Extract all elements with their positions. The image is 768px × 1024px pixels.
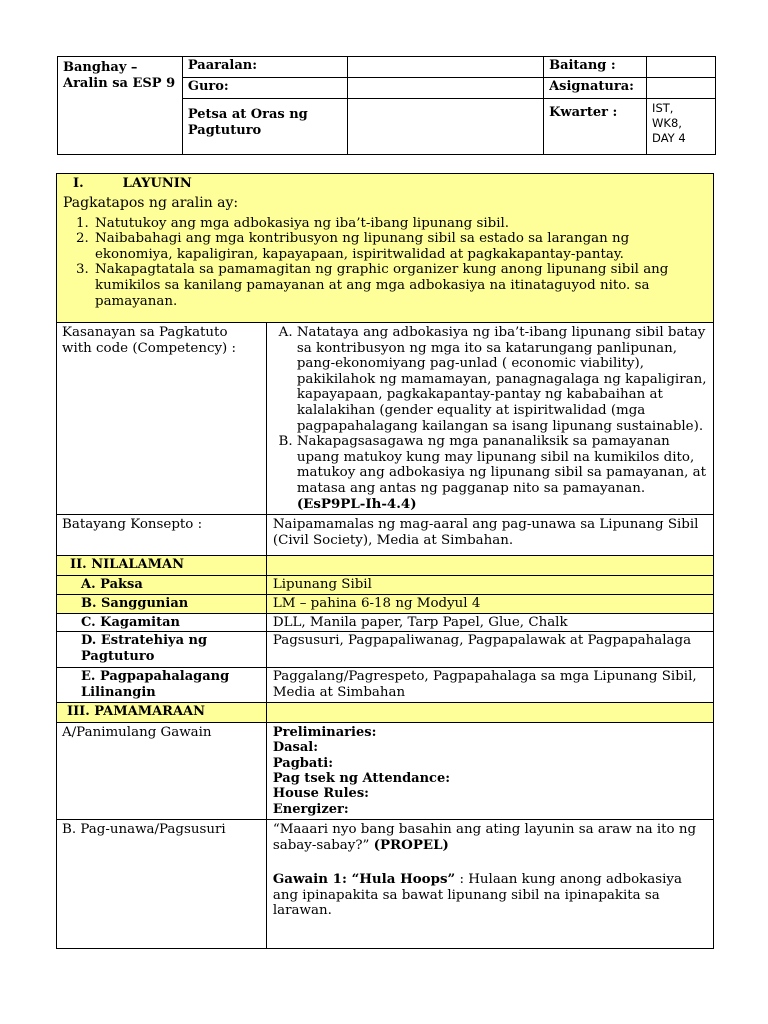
competency-item-a: A. Natataya ang adbokasiya ng iba’t-ibang lipunang sibil batay sa kontribusyon ng mga ito sa katarungang panlipunan, pang-ekonomiyang pag-unlad ( economic viability), pakikilahok ng mamamayan, panagnagalaga ng kapaligiran, kapayapaan, pagkakapantay-pantay ng kababaihan at kalalakihan (gender equality at ispiritwalidad (mga pagpapahalagang kailangan sa isang lipunang sustainable). bbox=[297, 325, 709, 434]
baitang-value[interactable] bbox=[647, 57, 716, 78]
panimula-label: A/Panimulang Gawain bbox=[57, 723, 267, 820]
nilalaman-heading: II. NILALAMAN bbox=[57, 556, 267, 576]
pagunawa-label: B. Pag-unawa/Pagsusuri bbox=[57, 819, 267, 948]
paksa-value: Lipunang Sibil bbox=[266, 576, 713, 595]
guro-value[interactable] bbox=[347, 78, 543, 99]
competency-b-text: Nakapagsasagawa ng mga pananaliksik sa pamayanan upang matukoy kung may lipunang sibil na kumikilos dito, matukoy ang adbokasiya ng lipunang sibil sa pamayanan, at matasa ang antas ng pagganap nito sa pamayanan. bbox=[296, 434, 707, 496]
paaralan-label: Paaralan: bbox=[182, 57, 347, 78]
layunin-heading bbox=[63, 176, 707, 192]
lesson-plan-title: Banghay – Aralin sa ESP 9 bbox=[58, 57, 183, 155]
estratehiya-label: D. Estratehiya ng Pagtuturo bbox=[57, 632, 267, 668]
competency-label: Kasanayan sa Pagkatuto with code (Competency) : bbox=[57, 323, 267, 515]
konsepto-value: Naipamamalas ng mag-aaral ang pag-unawa sa Lipunang Sibil (Civil Society), Media at Simbahan. bbox=[266, 515, 713, 556]
nilalaman-heading-blank bbox=[266, 556, 713, 576]
sanggunian-value: LM – pahina 6-18 ng Modyul 4 bbox=[266, 595, 713, 614]
konsepto-label: Batayang Konsepto : bbox=[57, 515, 267, 556]
layunin-item: 3. Nakapagtatala sa pamamagitan ng graphic organizer kung anong lipunang sibil ang kumikilos sa kanilang pamayanan at ang mga adbokasiya na itinataguyod nito. sa pamayanan. bbox=[93, 262, 707, 309]
petsa-label: Petsa at Oras ng Pagtuturo bbox=[182, 99, 347, 155]
paksa-label: A. Paksa bbox=[57, 576, 267, 595]
lesson-table bbox=[56, 173, 714, 949]
baitang-label: Baitang : bbox=[544, 57, 647, 78]
gawain-title: Gawain 1: “Hula Hoops” bbox=[272, 871, 456, 888]
guro-label: Guro: bbox=[182, 78, 347, 99]
kwarter-label: Kwarter : bbox=[544, 99, 647, 155]
competency-item-b bbox=[297, 434, 709, 512]
energizer-item: Energizer: bbox=[272, 801, 349, 817]
layunin-item: 2. Naibabahagi ang mga kontribusyon ng lipunang sibil sa estado sa larangan ng ekonomiya, kapaligiran, kapayapaan, ispiritwalidad at pagkakapantay-pantay. bbox=[93, 231, 707, 262]
gawain-text: : Hulaan kung anong adbokasiya ang ipinapakita sa bawat lipunang sibil na ipinapakita sa larawan. bbox=[272, 872, 682, 919]
pagbati-item: Pagbati: bbox=[272, 755, 334, 771]
dasal-item: Dasal: bbox=[272, 740, 319, 756]
layunin-item: 1. Natutukoy ang mga adbokasiya ng iba’t-ibang lipunang sibil. bbox=[93, 216, 707, 232]
layunin-number: I. bbox=[73, 176, 84, 191]
header-table bbox=[57, 56, 716, 155]
pamamaraan-heading: III. PAMAMARAAN bbox=[57, 703, 267, 723]
competency-value bbox=[266, 323, 713, 515]
kwarter-line: WK8, bbox=[652, 116, 682, 130]
pagunawa-quote: “Maaari nyo bang basahin ang ating layunin sa araw na ito ng sabay-sabay?” bbox=[272, 821, 697, 853]
preliminaries-item: Preliminaries: bbox=[272, 725, 377, 741]
asignatura-label: Asignatura: bbox=[544, 78, 647, 99]
house-rules-item: House Rules: bbox=[272, 786, 369, 802]
layunin-list bbox=[63, 216, 707, 310]
layunin-intro: Pagkatapos ng aralin ay: bbox=[63, 195, 239, 211]
petsa-value[interactable] bbox=[347, 99, 543, 155]
pagunawa-quote-block bbox=[273, 822, 707, 853]
kwarter-value bbox=[647, 99, 716, 155]
layunin-section bbox=[57, 174, 714, 323]
paaralan-value[interactable] bbox=[347, 57, 543, 78]
sanggunian-label: B. Sanggunian bbox=[57, 595, 267, 614]
pagpapahalaga-label: E. Pagpapahalagang Lilinangin bbox=[57, 668, 267, 703]
asignatura-value[interactable] bbox=[647, 78, 716, 99]
panimula-items bbox=[266, 723, 713, 820]
kwarter-line: IST, bbox=[652, 101, 674, 115]
attendance-item: Pag tsek ng Attendance: bbox=[272, 771, 451, 787]
gawain-block bbox=[273, 872, 707, 919]
propel-tag: (PROPEL) bbox=[373, 836, 449, 853]
pagunawa-content bbox=[266, 819, 713, 948]
kwarter-line: DAY 4 bbox=[652, 131, 686, 145]
pagpapahalaga-value: Paggalang/Pagrespeto, Pagpapahalaga sa mga Lipunang Sibil, Media at Simbahan bbox=[266, 668, 713, 703]
kagamitan-value: DLL, Manila paper, Tarp Papel, Glue, Chalk bbox=[266, 614, 713, 632]
kagamitan-label: C. Kagamitan bbox=[57, 614, 267, 632]
layunin-title: LAYUNIN bbox=[122, 176, 192, 191]
estratehiya-value: Pagsusuri, Pagpapaliwanag, Pagpapalawak at Pagpapahalaga bbox=[266, 632, 713, 668]
pamamaraan-heading-blank bbox=[266, 703, 713, 723]
competency-code: (EsP9PL-Ih-4.4) bbox=[296, 495, 417, 512]
competency-list bbox=[269, 325, 709, 512]
